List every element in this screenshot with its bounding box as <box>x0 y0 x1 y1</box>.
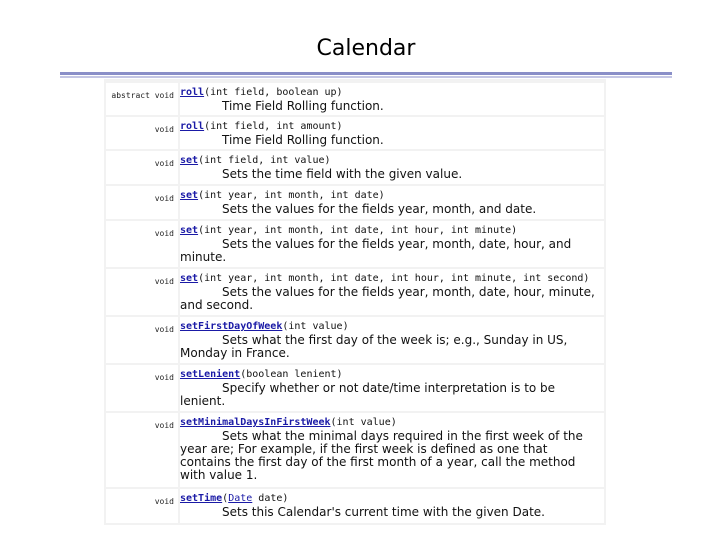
method-link-set[interactable]: set <box>180 225 199 236</box>
method-signature: set(int year, int month, int date, int hour, int minute) <box>180 225 518 236</box>
signature-cell <box>180 269 604 315</box>
table-row <box>106 317 604 363</box>
signature-cell <box>180 365 604 411</box>
modifier-cell: void <box>106 221 178 267</box>
method-signature: set(int field, int value) <box>180 155 331 166</box>
method-signature: setLenient(boolean lenient) <box>180 369 343 380</box>
modifier-cell: void <box>106 365 178 411</box>
modifier-cell: void <box>106 317 178 363</box>
method-link-setMinimalDaysInFirstWeek[interactable]: setMinimalDaysInFirstWeek <box>180 417 331 428</box>
signature-cell <box>180 317 604 363</box>
modifier-cell: void <box>106 186 178 219</box>
table-row <box>106 269 604 315</box>
type-link-date[interactable]: Date <box>228 493 253 504</box>
method-signature: setFirstDayOfWeek(int value) <box>180 321 349 332</box>
title-divider <box>60 72 672 75</box>
method-link-roll[interactable]: roll <box>180 87 205 98</box>
method-signature: roll(int field, int amount) <box>180 121 343 132</box>
method-description: Sets this Calendar's current time with the given Date. <box>222 505 545 519</box>
table-row <box>106 186 604 219</box>
signature-cell <box>180 83 604 115</box>
signature-cell <box>180 151 604 184</box>
method-description: Time Field Rolling function. <box>222 133 384 147</box>
method-signature: roll(int field, boolean up) <box>180 87 343 98</box>
table-row <box>106 413 604 487</box>
method-description: Sets what the first day of the week is; e.g., Sunday in US, Monday in France. <box>180 333 568 360</box>
method-link-set[interactable]: set <box>180 155 199 166</box>
modifier-cell: void <box>106 413 178 487</box>
method-link-setTime[interactable]: setTime <box>180 493 223 504</box>
method-link-roll[interactable]: roll <box>180 121 205 132</box>
modifier-cell: abstract void <box>106 83 178 115</box>
method-description: Time Field Rolling function. <box>222 99 384 113</box>
modifier-cell: void <box>106 489 178 523</box>
table-row <box>106 489 604 523</box>
method-description: Sets the values for the fields year, month, date, hour, minute, and second. <box>180 285 595 312</box>
method-description: Sets the values for the fields year, month, date, hour, and minute. <box>180 237 572 264</box>
method-signature: set(int year, int month, int date, int hour, int minute, int second) <box>180 273 590 284</box>
signature-cell <box>180 186 604 219</box>
slide-title: Calendar <box>316 36 416 61</box>
method-summary-table <box>104 79 606 525</box>
signature-cell <box>180 413 604 487</box>
modifier-cell: void <box>106 269 178 315</box>
method-description: Specify whether or not date/time interpretation is to be lenient. <box>180 381 556 408</box>
table-row <box>106 151 604 184</box>
method-description: Sets the time field with the given value. <box>222 167 463 181</box>
signature-cell <box>180 117 604 149</box>
method-link-set[interactable]: set <box>180 273 199 284</box>
method-link-setFirstDayOfWeek[interactable]: setFirstDayOfWeek <box>180 321 283 332</box>
method-signature: setTime(Date date) <box>180 493 289 504</box>
signature-cell <box>180 221 604 267</box>
table-row <box>106 117 604 149</box>
signature-cell <box>180 489 604 523</box>
method-description: Sets what the minimal days required in the first week of the year are; For example, if the first week is defined as one that contains the first day of the first month of a year, call the method with value 1. <box>180 429 583 482</box>
method-link-setLenient[interactable]: setLenient <box>180 369 241 380</box>
modifier-cell: void <box>106 151 178 184</box>
modifier-cell: void <box>106 117 178 149</box>
table-row <box>106 221 604 267</box>
method-signature: set(int year, int month, int date) <box>180 190 385 201</box>
table-row <box>106 83 604 115</box>
title-divider-shadow <box>60 76 672 78</box>
method-link-set[interactable]: set <box>180 190 199 201</box>
method-signature: setMinimalDaysInFirstWeek(int value) <box>180 417 397 428</box>
method-description: Sets the values for the fields year, month, and date. <box>222 202 537 216</box>
table-row <box>106 365 604 411</box>
